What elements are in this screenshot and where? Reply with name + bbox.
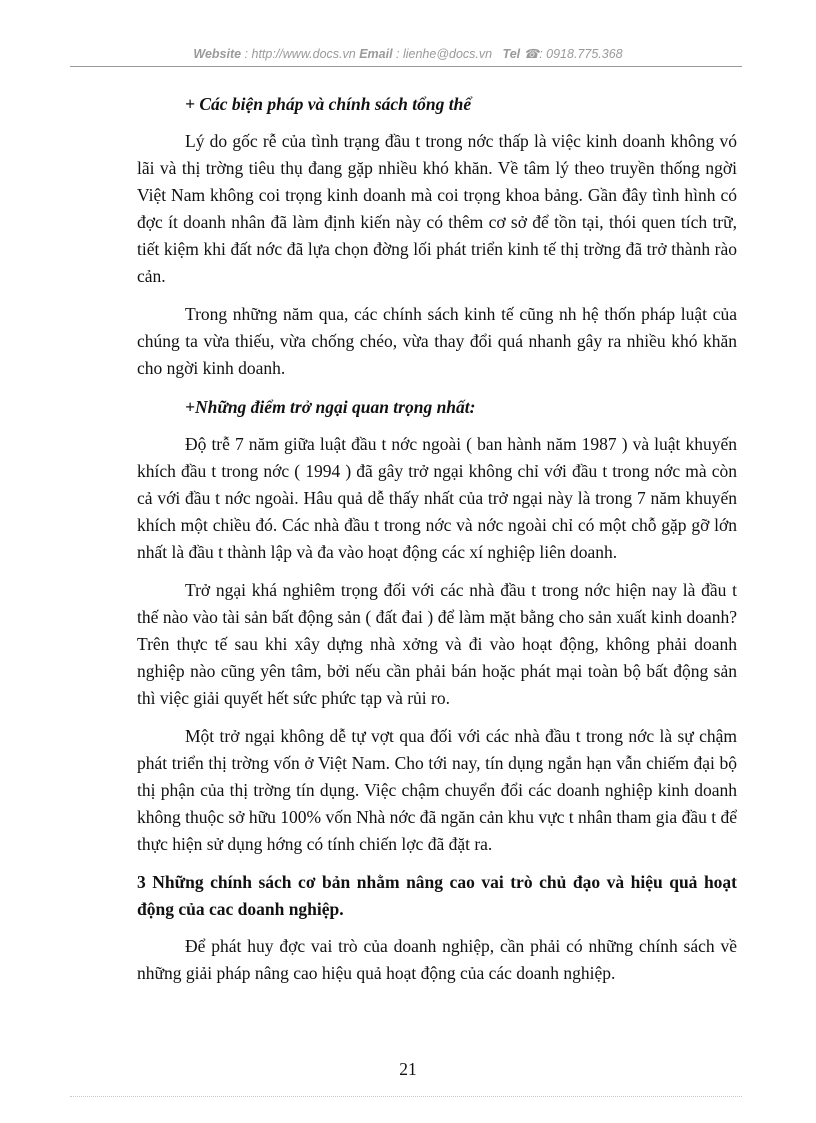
paragraph-investment-law-lag: Độ trễ 7 năm giữa luật đầu t nớc ngoài ( ban hành năm 1987 ) và luật khuyến khích đầu t trong nớc ( 1994 ) đã gây trở ngại không chỉ với đầu t trong nớc mà còn cả với đầu t nớc ngoài. Hâu quả dễ thấy nhất của trở ngại này là trong 7 năm khuyến khích một chiều đó. Các nhà đầu t trong nớc và nớc ngoài chỉ có một chỗ gặp gỡ lớn nhất là đầu t thành lập và đa vào hoạt động các xí nghiệp liên doanh. <box>137 434 737 562</box>
footer-rule <box>70 1096 742 1097</box>
page-number: 21 <box>399 1059 417 1079</box>
email-label: Email <box>359 47 393 61</box>
page-header <box>0 46 816 61</box>
document-body <box>137 90 737 998</box>
paragraph-capital-market: Một trở ngại không dễ tự vợt qua đối với các nhà đầu t trong nớc là sự chậm phát triển thị trờng vốn ở Việt Nam. Cho tới nay, tín dụng ngắn hạn vẫn chiếm đại bộ thị phận của thị trờng tín dụng. Việc chậm chuyển đổi các doanh nghiệp kinh doanh không thuộc sở hữu 100% vốn Nhà nớc đã ngăn cản khu vực t nhân tham gia đầu t để thực hiện sử dụng hớng có tính chiến lợc đã đặt ra. <box>137 726 737 854</box>
website-label: Website <box>193 47 242 61</box>
tel-label: Tel <box>502 47 521 61</box>
phone-icon: ☎ <box>523 47 540 61</box>
email-value: : lienhe@docs.vn <box>392 47 496 61</box>
paragraph-root-causes: Lý do gốc rễ của tình trạng đầu t trong nớc thấp là việc kinh doanh không vó lãi và thị trờng tiêu thụ đang gặp nhiều khó khăn. Về tâm lý theo truyền thống ngời Việt Nam không coi trọng kinh doanh mà coi trọng khoa bảng. Gần đây tình hình có đợc ít doanh nhân đã làm định kiến này có thêm cơ sở để tồn tại, thói quen tích trữ, tiết kiệm khi đất nớc đã lựa chọn đờng lối phát triển kinh tế thị trờng đã trở thành rào cản. <box>137 131 737 286</box>
paragraph-policies: Trong những năm qua, các chính sách kinh tế cũng nh hệ thốn pháp luật của chúng ta vừa thiếu, vừa chống chéo, vừa thay đổi quá nhanh gây ra nhiều khó khăn cho ngời kinh doanh. <box>137 304 737 378</box>
paragraph-promote-role: Để phát huy đợc vai trò của doanh nghiệp, cần phải có những chính sách về những giải pháp nâng cao hiệu quả hoạt động của các doanh nghiệp. <box>137 936 737 983</box>
paragraph-real-estate: Trở ngại khá nghiêm trọng đối với các nhà đầu t trong nớc hiện nay là đầu t thế nào vào tài sản bất động sản ( đất đai ) để làm mặt bằng cho sản xuất kinh doanh? Trên thực tế sau khi xây dựng nhà xởng và đi vào hoạt động, không phải doanh nghiệp nào cũng yên tâm, bởi nếu cần phải bán hoặc phát mại toàn bộ bất động sản thì việc giải quyết hết sức phức tạp và rủi ro. <box>137 580 737 708</box>
header-rule <box>70 66 742 67</box>
heading-main-obstacles: +Những điểm trở ngại quan trọng nhất: <box>185 397 476 417</box>
section-heading-3: 3 Những chính sách cơ bản nhằm nâng cao vai trò chủ đạo và hiệu quả hoạt động của cac doanh nghiệp. <box>137 872 737 919</box>
tel-value: : 0918.775.368 <box>539 47 623 61</box>
heading-overall-measures: + Các biện pháp và chính sách tổng thể <box>185 94 472 114</box>
website-value: : http://www.docs.vn <box>241 47 360 61</box>
